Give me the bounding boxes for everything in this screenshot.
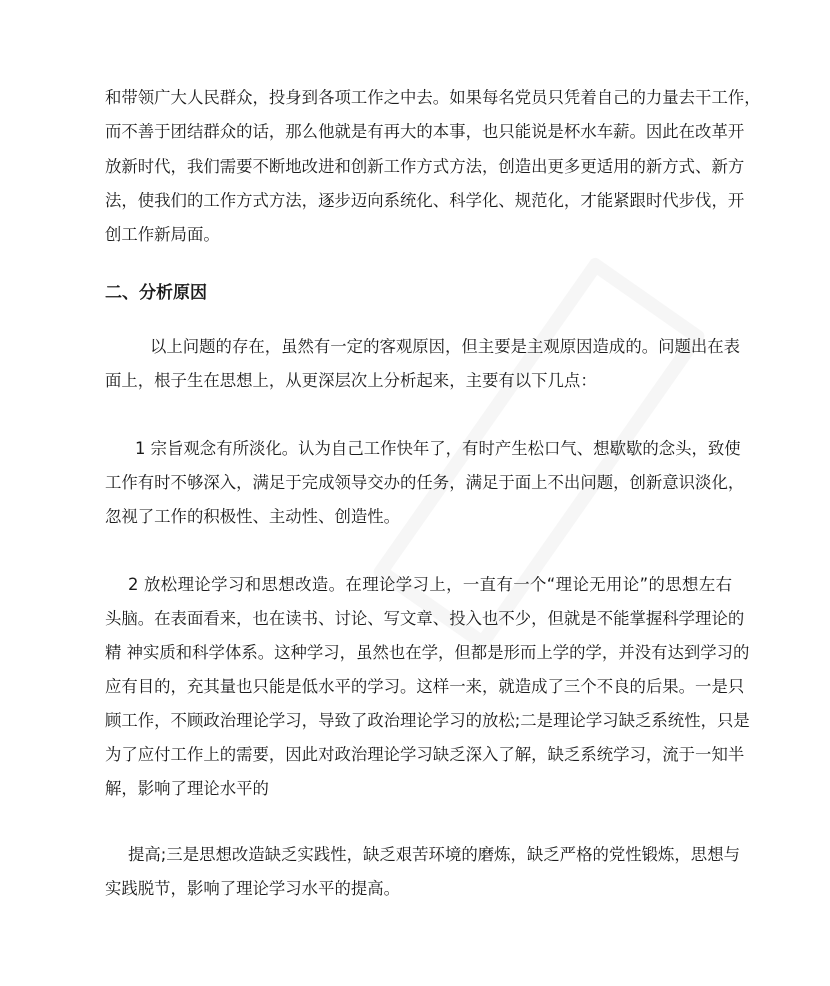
text-line: 法，使我们的工作方式方法，逐步迈向系统化、科学化、规范化，才能紧跟时代步伐，开 [105, 191, 745, 210]
text-line: 为了应付工作上的需要，因此对政治理论学习缺乏深入了解，缺乏系统学习，流于一知半 [105, 745, 745, 764]
text-line: 实践脱节，影响了理论学习水平的提高。 [105, 879, 401, 898]
text-line: 面上，根子生在思想上，从更深层次上分析起来，主要有以下几点： [105, 371, 597, 390]
text-line: 顾工作，不顾政治理论学习，导致了政治理论学习的放松;二是理论学习缺乏系统性，只是 [105, 711, 750, 730]
section-heading: 二、分析原因 [105, 283, 207, 303]
text-line: 放新时代，我们需要不断地改进和创新工作方式方法，创造出更多更适用的新方式、新方 [105, 157, 745, 176]
text-line: 头脑。在表面看来，也在读书、讨论、写文章、投入也不少，但就是不能掌握科学理论的 [105, 609, 745, 628]
text-line: 1 宗旨观念有所淡化。认为自己工作快年了，有时产生松口气、想歇歇的念头，致使 [135, 439, 741, 458]
text-line: 提高;三是思想改造缺乏实践性，缺乏艰苦环境的磨炼，缺乏严格的党性锻炼，思想与 [128, 845, 740, 864]
text-line: 精 神实质和科学体系。这种学习，虽然也在学，但都是形而上学的学，并没有达到学习的 [105, 643, 750, 662]
text-line: 工作有时不够深入，满足于完成领导交办的任务，满足于面上不出问题，创新意识淡化， [105, 473, 745, 492]
text-line: 忽视了工作的积极性、主动性、创造性。 [105, 507, 401, 526]
text-line: 和带领广大人民群众，投身到各项工作之中去。如果每名党员只凭着自己的力量去干工作， [105, 88, 761, 107]
text-line: 2 放松理论学习和思想改造。在理论学习上，一直有一个“理论无用论”的思想左右 [128, 575, 732, 594]
text-line: 应有目的，充其量也只能是低水平的学习。这样一来，就造成了三个不良的后果。一是只 [105, 677, 745, 696]
text-line: 创工作新局面。 [105, 225, 220, 244]
text-line: 以上问题的存在，虽然有一定的客观原因，但主要是主观原因造成的。问题出在表 [150, 337, 741, 356]
text-line: 解，影响了理论水平的 [105, 779, 269, 798]
text-line: 而不善于团结群众的话，那么他就是有再大的本事，也只能说是杯水车薪。因此在改革开 [105, 122, 745, 141]
